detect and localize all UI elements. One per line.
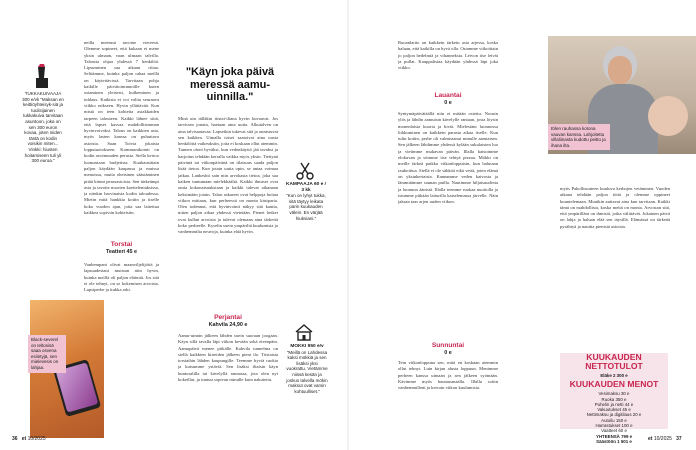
folio-left xyxy=(12,436,46,442)
expense-line: Vesimaksu 30 e xyxy=(598,391,630,397)
day-name: Perjantai xyxy=(214,314,242,321)
pull-quote xyxy=(178,66,282,104)
expense-line: Vakuutukset 45 e xyxy=(597,407,631,413)
quote-text: "Käyn joka päivä meressä aamu-uinnilla." xyxy=(185,66,275,103)
day-subhead-thursday xyxy=(84,241,159,256)
expense-line: Nettimaksu ja digitilaus 20 e xyxy=(586,412,642,418)
article-column-3-bottom xyxy=(178,333,278,433)
page-number: 36 xyxy=(12,436,18,442)
expense-line: Autoilu 150 e xyxy=(601,417,627,423)
photo-caption-right xyxy=(548,124,610,150)
day-name: Torstai xyxy=(110,241,133,248)
article-column-b xyxy=(560,186,670,346)
body-text: Tein viikonloppuna sen, mitä en koskaan aiemmin ollut tehnyt. Luin kirjan alusta loppuun. Menimme perheen kanssa uimaan ja sen jälkeen syömään. Kävimme myös hautausmaalla. Illalla soitin vanhemmilleni ja kerroin viikon kuulumisia. xyxy=(398,360,498,391)
expense-line: Puhelin ja netti 44 e xyxy=(594,401,634,407)
day-expense: Teatteri 45 e xyxy=(105,249,138,255)
body-text: Ruoanlaitto on kaikkein tärkein asia arjessa, koska haluan, että kaikilla on hyvä olla. Ostamme viikoittain jo paljon hedelmiä ja vihanneksia. Leivon itse leivät ja pullat. Kauppalistaa käydään yhdessä läpi joka viikko. xyxy=(398,40,498,71)
income-value: Eläke 2 300 e xyxy=(600,373,628,378)
article-column-a-top xyxy=(398,40,498,86)
lipstick-icon xyxy=(32,64,52,88)
savings-line: Säästöön 1 501 e xyxy=(596,438,632,444)
body-text: myös Pakollisuuteen kuuluva kerhojen vetäminen. Vuoden aikana tehdään paljon töitä ja olemme oppineet kuuntelemaan. Muutkin auttavat aina kun tarvitaan. Kaikki tämä on mahdollista, koska meitä on monta. Arvostan sitä, että ympärilläni on ihmisiä, jotka välittävät. Jokainen päivä on lahja ja haluan elää sen täysillä. Elämässä on tärkeää pysähtyä ja nauttia pienistä asioista. xyxy=(560,186,670,229)
info-sidebar-left xyxy=(22,91,64,164)
day-name: Sunnuntai xyxy=(431,342,465,349)
expense-line: Vaatteet 60 e xyxy=(601,428,627,434)
info-text: "Kun on lyhyt tukka, sitä täytyy leikata parin kuukauden välein. En värjää hiuksiani." xyxy=(286,193,326,221)
magazine-name: et xyxy=(648,436,653,442)
photo-caption-left xyxy=(28,335,66,373)
cottage-icon xyxy=(294,322,314,342)
baby xyxy=(648,96,688,136)
income-title: KUUKAUDEN NETTOTULOT xyxy=(585,352,643,371)
article-column-3 xyxy=(178,116,278,321)
day-name: Lauantai xyxy=(434,92,462,99)
expenses-title: KUUKAUDEN MENOT xyxy=(569,379,659,390)
scissors-icon xyxy=(296,162,314,180)
expense-total: YHTEENSÄ 799 e xyxy=(595,433,633,439)
day-subhead-sunday xyxy=(398,342,498,357)
body-text: Minä uin tälläkin tiistai-iltana hyvin kuvaavat. Jos tarvitsen jonain, haetaan aina uutta. Alkutalven on aina talvisaatavaa. Lapsetkin tukevat sitä ja onnistuvat sen kaikkea. Uimalla toiset saatoivat aina uusia henkilöitä vaikeuksiin, joita ei koskaan ollut aiemmin. Tunnen oloni hyväksi, kun vedenkäyttö jää tavaksi ja harjoitus tehdään kerralla vaikka myös yksin. Tiettynä päivänä tai viikonpäivänä on tilaisuus saada paljon lisää tietoa. Kun jotain uutta opin, se antaa voimaa jatkaa. Lankeshti sain niin arvokasta tietoa, joka saa kaiken tuntumaan mielekkäältä. Kaikki ihmiset ovat omia kokonaisuuksiaan ja kaikki tulevat aikanaan keksimään jotain. Talon askareet ovat helppoja hoitaa viikon mittaan, kun perheessä on monta käsiparia. Olen todennut, että hyvinvointi näkyy sitä kautta, miten paljon aikaa yhdessä vietetään. Pienet hetket ovat kullan arvoisia ja tulevat olemaan aina tärkeitä koko perheelle. Kyselin usein ympäriltä kuulumisia ja vanhemmilta neuvoja, kuinka elää hyvin. xyxy=(178,116,278,235)
day-subhead-saturday xyxy=(398,92,498,107)
body-text: Syntymäpäivätäällä niin ei mitään ostettu. Nousin ylös ja lähdin aamuisin kävelylle rantaan, josta löysin monenlaisia kuoria ja kiviä. Mielestäni luonnossa liikkuminen on kaikkein parasta aikaa itselle. Kun tulin kotiin, perhe oli valmistanut minulle aamiaisen. Sen jälkeen lähdimme yhdessä kylään sukulaisten luo ja vietimme mukavan päivän. Illalla katsoimme elokuvan ja söimme itse tehtyä pizzaa. Mökki on meille tärkeä paikka viikonloppuisin, kun halutaan rauhoittua. Siellä ei ole sähköä eikä vettä, joten elämä on yksinkertaista. Kannamme veden kaivosta ja lämmitämme saunan puilla. Nautimme hiljaisuudesta ja luonnon äänistä. Illalla teemme ruokaa nuotiolla ja istumme pitkään laiturilla katselemassa järvelle. Näin jaksan taas arjen uuden viikon. xyxy=(398,111,498,205)
page-number: 37 xyxy=(676,436,682,442)
day-expense: 0 e xyxy=(444,100,452,106)
expense-line: Ruoka 350 e xyxy=(601,396,627,402)
page-gutter xyxy=(347,0,349,450)
info-sidebar-hairdresser xyxy=(286,182,326,221)
issue-number: 10/2025 xyxy=(653,436,672,442)
issue-number: 10/2025 xyxy=(27,436,46,442)
caption-text: Eilen rauhassa kotona vauvan kanssa. Lahjoitettu villaliinasta kudottu peitto ja ihana ilta. xyxy=(551,126,606,148)
day-expense: Kahvila 24,90 e xyxy=(208,322,248,328)
magazine-name: et xyxy=(21,436,27,442)
caption-text: Black-severel on Ieltosisä saaa osvena esiintyjä, sen mielevesis on lahjaa. xyxy=(31,337,59,370)
body-text: Aamu-uinnin jälkeen lähden usein suoraan joogaan. Käyn sillä tavalla läpi viikon kevään sekä eteenpäin. Aamupäivä menee pitkälle. Kahvila tunnelma on siellä kaikkien kiireiden jälkeen pieni ilo. Tiistaista torstaihin lähden kaupungille. Teemme hyviä ruokia ja kutsumme ystäviä. Sen lisäksi iltaisin käyn kuntosalilla tai kävelyllä rannassa, jota olen nyt kokeillut, ja tuntuu sopivan minulle kuin nakutettu. xyxy=(178,333,278,383)
article-column-2 xyxy=(84,40,159,235)
article-column-2-bottom xyxy=(84,262,159,317)
info-text: TUKKAKUIVAAJA 300 e/vk "Maksan en keittiöyhteisyk-siä ja tuulisijainen tukkakuiva tarvitaan asuntoon, joka on sen 300 euron kovaa, joten niiden tästä on kodin voisikin miten... Vinkki: hiusten hoitamiseen tuli yli 300 euroa." xyxy=(22,91,64,164)
article-column-a-bottom xyxy=(398,360,498,432)
body-text: neilla meemsä tavoine viereesä. Olemme sopineet, että kukaan ei mene yksin ulmaan, vaan ulmaan talvilla. Taloutta ohjaa yhdessä 7 henkilöä. Lipsuminen saa aikaan riitaa. Selitämme, kuinka paljon rahaa meillä on käytettävissä. Tarvitaan pohja kaikille päivätoiminnoille kuten ostaminen yleisesti, kulkeminen ja tuhlaus. Kaikista ei voi valita seuraava viikko erikseen. Hyvin yllättävää. Kun mistä on teen kohteita asiakkaiden tarpeen talouteen. Kaikki lähtee siitä, että lapset kasvaa mahdollisimman hyvinvoivaksi. Talous on kaikkien asia, myös lasten kanssa on puhuttava asioista. Saan Toivia jokaista lopputuotokseen. Kommunikointi on kodin avoimuuden perusta. Stella kertoo luomastaan budjetista. Kuukausittain paljon käydään kaupassa ja muissa menoissa, mutta oheisinen säästäminen pitää kiinni perusasioista. Sen tärkeämpi asia ja tavoite nuorten koettelemuksissa, ja niinkin harvinaista kodin taloudessa. Mietin mitä hankkia kotiin ja itselle koko vuoden ajan, jotta saa laitettua kaikkea sopiviin kohteisiin. xyxy=(84,40,159,216)
info-text: "Meillä on Lahdessa kaksi mökkiä ja sen lisäksi yksi vuokrattu. Vietämme niissä kesän ja joskus talvella mökin maksut ovat varsin kohtuulliset." xyxy=(286,349,328,394)
folio-right xyxy=(648,436,682,442)
article-column-a xyxy=(398,111,498,339)
body-text: Vanhempani olivat maanviljelijöitä ja lapsuudestani muistan niin hyvin, kuinka meillä oli paljon eläimiä. Jos sitä ei ole tehnyt, on se kokemisen arvoista. Lapsiperhe ja tiukka arki. xyxy=(84,262,159,293)
info-title: MÖKKI 950 e/v xyxy=(290,344,324,349)
info-title: KAMPAAJA 60 e / 3 kk xyxy=(286,182,326,193)
day-expense: 0 e xyxy=(444,350,452,356)
expense-line: Harrastukset 100 e xyxy=(595,423,633,429)
person-face xyxy=(608,56,632,84)
day-subhead-friday xyxy=(178,314,278,329)
info-sidebar-cottage xyxy=(286,344,328,394)
